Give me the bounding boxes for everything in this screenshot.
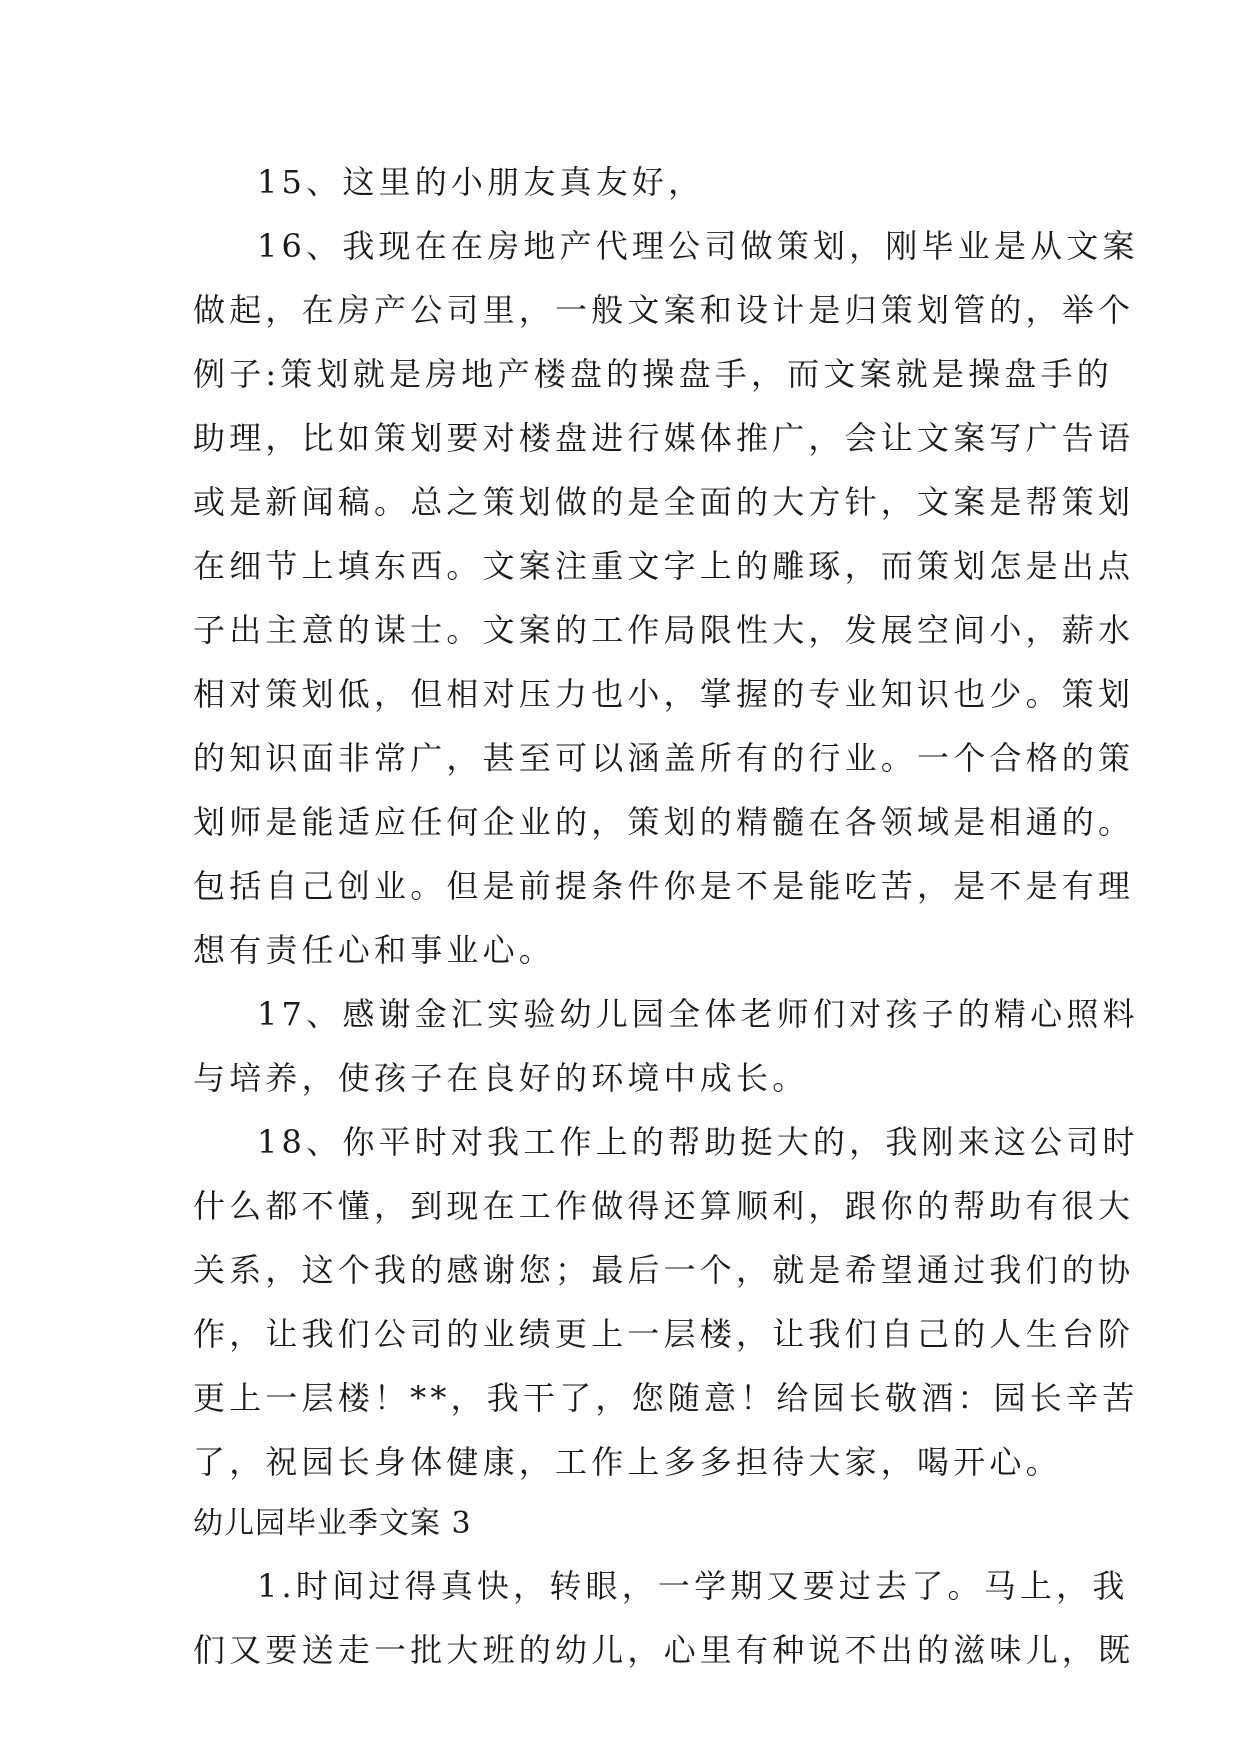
text-line: 作，让我们公司的业绩更上一层楼，让我们自己的人生台阶 — [193, 1315, 1135, 1353]
text-line: 的知识面非常广，甚至可以涵盖所有的行业。一个合格的策 — [193, 739, 1135, 777]
section-heading: 幼儿园毕业季文案 3 — [193, 1506, 472, 1541]
text-line: 什么都不懂，到现在工作做得还算顺利，跟你的帮助有很大 — [193, 1187, 1135, 1225]
document-body — [193, 150, 1139, 1682]
text-line: 想有责任心和事业心。 — [193, 931, 556, 969]
text-line: 子出主意的谋士。文案的工作局限性大，发展空间小，薪水 — [193, 611, 1135, 649]
text-line: 或是新闻稿。总之策划做的是全面的大方针，文案是帮策划 — [193, 483, 1135, 521]
text-line: 与培养，使孩子在良好的环境中成长。 — [193, 1059, 809, 1097]
text-line: 在细节上填东西。文案注重文字上的雕琢，而策划怎是出点 — [193, 547, 1135, 585]
text-line: 关系，这个我的感谢您；最后一个，就是希望通过我们的协 — [193, 1251, 1135, 1289]
text-line: 包括自己创业。但是前提条件你是不是能吃苦，是不是有理 — [193, 867, 1135, 905]
text-line: 划师是能适应任何企业的，策划的精髓在各领域是相通的。 — [193, 803, 1135, 841]
text-line: 18、你平时对我工作上的帮助挺大的，我刚来这公司时 — [257, 1123, 1139, 1161]
text-line: 15、这里的小朋友真友好， — [257, 163, 705, 201]
text-line: 更上一层楼！**，我干了，您随意！给园长敬酒：园长辛苦 — [193, 1379, 1139, 1417]
text-line: 1.时间过得真快，转眼，一学期又要过去了。马上，我 — [257, 1567, 1129, 1605]
text-line: 了，祝园长身体健康，工作上多多担待大家，喝开心。 — [193, 1443, 1062, 1481]
text-line: 做起，在房产公司里，一般文案和设计是归策划管的，举个 — [193, 291, 1135, 329]
text-line: 16、我现在在房地产代理公司做策划，刚毕业是从文案 — [257, 227, 1139, 265]
text-line: 们又要送走一批大班的幼儿，心里有种说不出的滋味儿，既 — [193, 1631, 1135, 1669]
text-line: 助理，比如策划要对楼盘进行媒体推广，会让文案写广告语 — [193, 419, 1135, 457]
text-line: 相对策划低，但相对压力也小，掌握的专业知识也少。策划 — [193, 675, 1135, 713]
text-line: 例子:策划就是房地产楼盘的操盘手，而文案就是操盘手的 — [193, 355, 1113, 393]
text-line: 17、感谢金汇实验幼儿园全体老师们对孩子的精心照料 — [257, 995, 1139, 1033]
